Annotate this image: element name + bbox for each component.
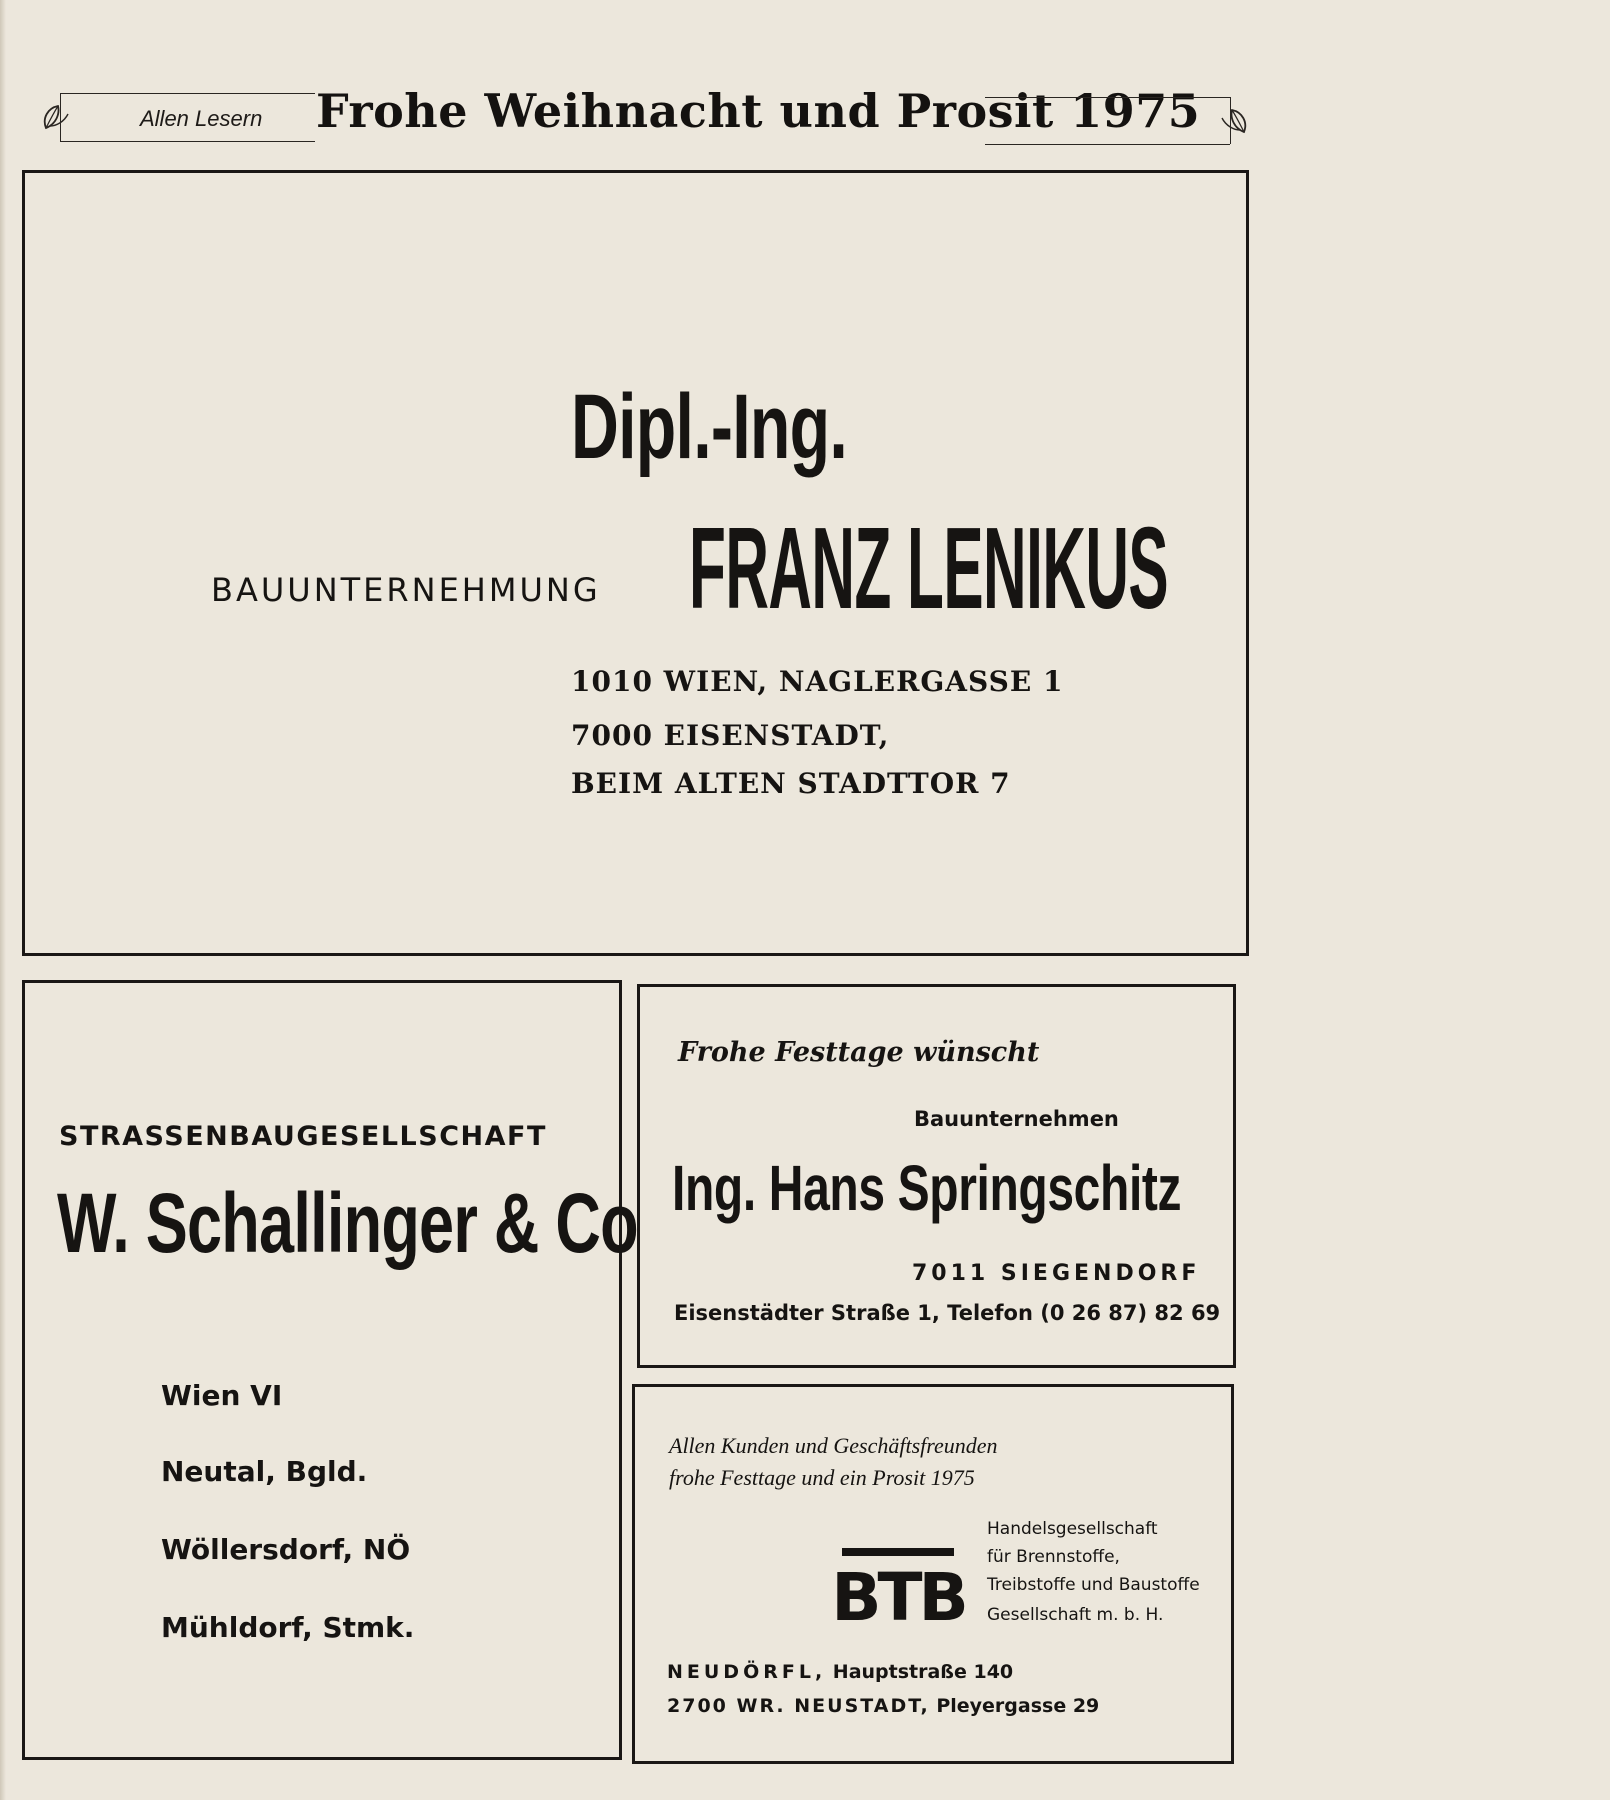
btb-address-2-street: Pleyergasse 29 (936, 1695, 1100, 1717)
schallinger-location-1: Wien VI (161, 1379, 283, 1412)
schallinger-location-4: Mühldorf, Stmk. (161, 1611, 415, 1644)
btb-logo (831, 1548, 965, 1636)
lenikus-address-2: 7000 EISENSTADT, (571, 719, 890, 752)
leaf-ornament-icon-right (1218, 104, 1252, 138)
springschitz-address: Eisenstädter Straße 1, Telefon (0 26 87) 82 69 (674, 1301, 1221, 1325)
banner-lead-text: Allen Lesern (140, 106, 263, 131)
btb-address-1-street: Hauptstraße 140 (832, 1661, 1014, 1683)
btb-greeting-2: frohe Festtage und ein Prosit 1975 (669, 1465, 975, 1490)
lenikus-name: FRANZ LENIKUS (689, 503, 1169, 633)
ad-schallinger (22, 980, 638, 1760)
page-edge (0, 0, 6, 1800)
schallinger-company-type: STRASSENBAUGESELLSCHAFT (59, 1121, 547, 1152)
ad-lenikus (22, 170, 1249, 956)
ad-springschitz (637, 984, 1236, 1368)
btb-greeting-1: Allen Kunden und Geschäftsfreunden (669, 1433, 998, 1458)
btb-address-1-place: NEUDÖRFL, (667, 1661, 827, 1683)
lenikus-address-1: 1010 WIEN, NAGLERGASSE 1 (571, 665, 1064, 698)
btb-description-1: Handelsgesellschaft (987, 1519, 1158, 1539)
lenikus-title: Dipl.-Ing. (571, 376, 848, 478)
lenikus-address-3: BEIM ALTEN STADTTOR 7 (571, 767, 1011, 800)
schallinger-location-3: Wöllersdorf, NÖ (161, 1533, 411, 1566)
schallinger-name: W. Schallinger & Co (57, 1176, 638, 1270)
btb-address-1 (667, 1661, 1013, 1683)
schallinger-location-2: Neutal, Bgld. (161, 1455, 368, 1488)
springschitz-company-type: Bauunternehmen (914, 1107, 1119, 1131)
btb-description-3: Treibstoffe und Baustoffe (987, 1575, 1200, 1595)
springschitz-greeting: Frohe Festtage wünscht (678, 1037, 1040, 1068)
lenikus-company-type: BAUUNTERNEHMUNG (211, 571, 601, 609)
springschitz-name: Ing. Hans Springschitz (672, 1152, 1182, 1224)
btb-logo-text: BTB (831, 1559, 965, 1636)
btb-address-2-place: 2700 WR. NEUSTADT, (667, 1695, 930, 1717)
leaf-ornament-icon (38, 100, 72, 134)
btb-description-4: Gesellschaft m. b. H. (987, 1605, 1164, 1625)
btb-description-2: für Brennstoffe, (987, 1547, 1120, 1567)
btb-address-2 (667, 1695, 1099, 1717)
banner-title: Frohe Weihnacht und Prosit 1975 (316, 84, 1201, 138)
springschitz-city: 7011 SIEGENDORF (912, 1261, 1201, 1286)
